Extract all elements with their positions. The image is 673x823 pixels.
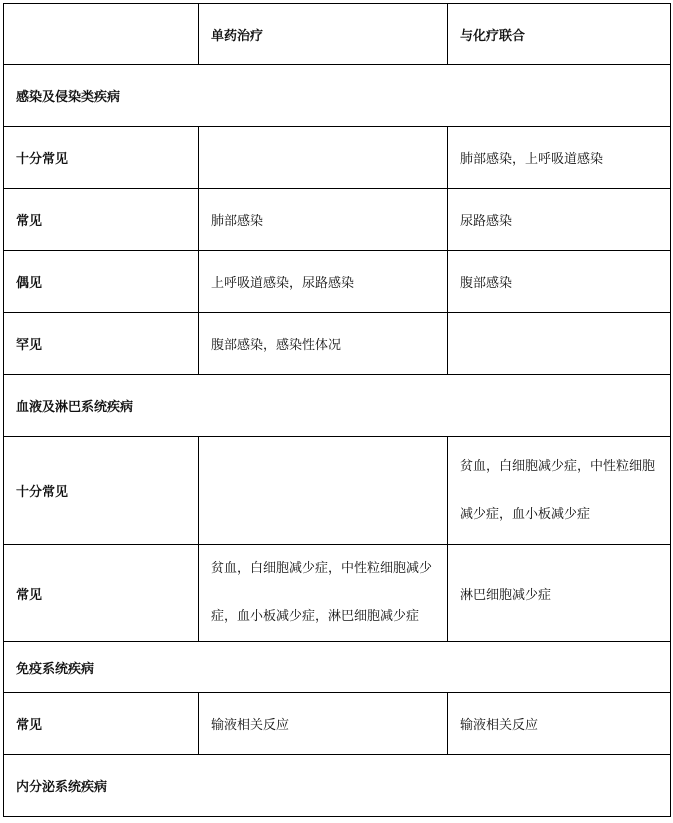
category-row-immune xyxy=(4,642,671,693)
frequency-label: 常见 xyxy=(4,189,199,251)
monotherapy-cell: 贫血，白细胞减少症，中性粒细胞减少症，血小板减少症，淋巴细胞减少症 xyxy=(199,545,448,642)
category-endocrine: 内分泌系统疾病 xyxy=(4,755,671,817)
category-immune: 免疫系统疾病 xyxy=(4,642,671,693)
combination-cell: 贫血，白细胞减少症，中性粒细胞减少症，血小板减少症 xyxy=(448,437,671,545)
frequency-label: 常见 xyxy=(4,545,199,642)
category-row-endocrine xyxy=(4,755,671,817)
frequency-label: 偶见 xyxy=(4,251,199,313)
monotherapy-cell xyxy=(199,437,448,545)
combination-cell: 肺部感染，上呼吸道感染 xyxy=(448,127,671,189)
frequency-label: 常见 xyxy=(4,693,199,755)
monotherapy-cell: 肺部感染 xyxy=(199,189,448,251)
header-combination-chemo: 与化疗联合 xyxy=(448,4,671,65)
header-blank-cell xyxy=(4,4,199,65)
adverse-reaction-table xyxy=(3,3,671,817)
combination-cell: 输液相关反应 xyxy=(448,693,671,755)
table-row xyxy=(4,313,671,375)
combination-cell xyxy=(448,313,671,375)
combination-cell: 腹部感染 xyxy=(448,251,671,313)
table-row xyxy=(4,189,671,251)
table-row xyxy=(4,251,671,313)
table-header-row xyxy=(4,4,671,65)
frequency-label: 十分常见 xyxy=(4,127,199,189)
table-row xyxy=(4,693,671,755)
category-blood-lymphatic: 血液及淋巴系统疾病 xyxy=(4,375,671,437)
table-row xyxy=(4,127,671,189)
category-infection: 感染及侵染类疾病 xyxy=(4,65,671,127)
monotherapy-cell: 上呼吸道感染，尿路感染 xyxy=(199,251,448,313)
table-row xyxy=(4,545,671,642)
frequency-label: 十分常见 xyxy=(4,437,199,545)
table-row xyxy=(4,437,671,545)
frequency-label: 罕见 xyxy=(4,313,199,375)
monotherapy-cell xyxy=(199,127,448,189)
combination-cell: 淋巴细胞减少症 xyxy=(448,545,671,642)
combination-cell: 尿路感染 xyxy=(448,189,671,251)
header-monotherapy: 单药治疗 xyxy=(199,4,448,65)
category-row-blood xyxy=(4,375,671,437)
category-row-infection xyxy=(4,65,671,127)
monotherapy-cell: 腹部感染，感染性体况 xyxy=(199,313,448,375)
monotherapy-cell: 输液相关反应 xyxy=(199,693,448,755)
